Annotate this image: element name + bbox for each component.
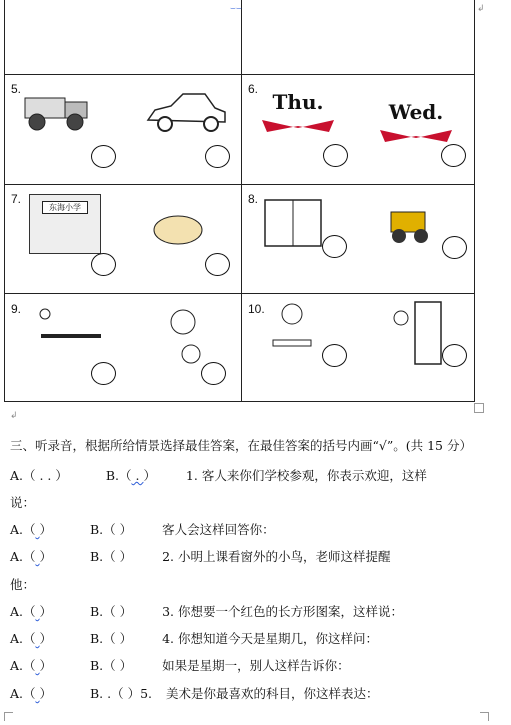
- grid-divider: [241, 0, 242, 402]
- item-number-5: 5.: [11, 82, 22, 96]
- option-a[interactable]: A.（ ）: [10, 631, 53, 646]
- question-text: 1. 客人来你们学校参观，你表示欢迎，这样: [185, 468, 427, 483]
- question-text: 客人会这样回答你：: [162, 522, 275, 537]
- option-b[interactable]: B.（ ）: [89, 549, 133, 564]
- option-a[interactable]: A.（ ）: [10, 549, 53, 564]
- page-corner: [480, 712, 489, 721]
- football-player-picture: [153, 304, 213, 366]
- answer-circle[interactable]: [91, 362, 116, 385]
- question-text: 如果是星期一，别人这样告诉你：: [162, 658, 350, 673]
- table-tennis-picture: [31, 302, 111, 364]
- answer-circle[interactable]: [441, 144, 466, 167]
- school-building-picture: [29, 194, 101, 254]
- question-line-3: [10, 547, 391, 565]
- item-number-6: 6.: [248, 82, 259, 96]
- question-line-7: [10, 684, 378, 702]
- question-text: 美术是你最喜欢的科目，你这样表达：: [165, 686, 379, 701]
- item-number-7: 7.: [11, 192, 22, 206]
- paragraph-mark: ↲: [10, 410, 18, 420]
- question-line-2: [10, 520, 275, 538]
- option-b[interactable]: B. .（ ）5.: [89, 686, 152, 701]
- section-heading: 三、听录音，根据所给情景选择最佳答案，在最佳答案的括号内画“√”。(共 15 分）: [10, 438, 472, 453]
- school-sign: 东海小学: [42, 201, 88, 214]
- grid-row-line: [5, 293, 474, 294]
- paragraph-mark: ↲: [477, 3, 485, 13]
- question-text: 2. 小明上课看窗外的小鸟，老师这样提醒: [162, 549, 391, 564]
- question-line-4: [10, 602, 403, 620]
- option-b[interactable]: B.（ . ）: [105, 468, 156, 483]
- answer-circle[interactable]: [322, 235, 347, 258]
- question-line-1: [10, 466, 427, 484]
- option-b[interactable]: B.（ ）: [89, 522, 133, 537]
- wednesday-card: Wed.: [375, 100, 457, 150]
- question-text: 4. 你想知道今天是星期几，你这样问：: [162, 631, 378, 646]
- answer-circle[interactable]: [442, 344, 467, 367]
- answer-grid: [4, 0, 485, 402]
- question-continuation: 说：: [10, 495, 36, 510]
- option-a[interactable]: A.（ . . ）: [10, 468, 68, 483]
- item-number-10: 10.: [248, 302, 265, 316]
- item-number-8: 8.: [248, 192, 259, 206]
- option-b[interactable]: B.（ ）: [89, 658, 133, 673]
- answer-circle[interactable]: [323, 144, 348, 167]
- question-line-5: [10, 629, 378, 647]
- answer-circle[interactable]: [205, 253, 230, 276]
- answer-circle[interactable]: [91, 145, 116, 168]
- option-a[interactable]: A.（ ）: [10, 604, 53, 619]
- car-picture: [143, 88, 228, 138]
- option-b[interactable]: B.（ ）: [89, 631, 133, 646]
- option-a[interactable]: A.（ ）: [10, 522, 53, 537]
- thursday-card: Thu.: [257, 90, 339, 140]
- question-continuation: 他：: [10, 577, 36, 592]
- page-corner: [4, 712, 13, 721]
- grid-row-line: [5, 401, 474, 402]
- answer-circle[interactable]: [91, 253, 116, 276]
- answer-circle[interactable]: [205, 145, 230, 168]
- grid-row-line: [5, 74, 474, 75]
- option-a[interactable]: A.（ ）: [10, 686, 53, 701]
- boy-opening-door-picture: [385, 300, 445, 366]
- item-number-9: 9.: [11, 302, 22, 316]
- wavy-mark: ⌣⌣: [230, 3, 242, 13]
- grid-row-line: [5, 184, 474, 185]
- noodles-picture: [151, 206, 206, 246]
- answer-circle[interactable]: [442, 236, 467, 259]
- option-b[interactable]: B.（ ）: [89, 604, 133, 619]
- question-line-6: [10, 656, 350, 674]
- door-picture: [263, 198, 323, 248]
- option-a[interactable]: A.（ ）: [10, 658, 53, 673]
- dump-truck-picture: [17, 86, 97, 136]
- answer-circle[interactable]: [322, 344, 347, 367]
- table-corner: [474, 403, 484, 413]
- reading-girl-picture: [267, 300, 317, 362]
- answer-circle[interactable]: [201, 362, 226, 385]
- question-text: 3. 你想要一个红色的长方形图案，这样说：: [162, 604, 403, 619]
